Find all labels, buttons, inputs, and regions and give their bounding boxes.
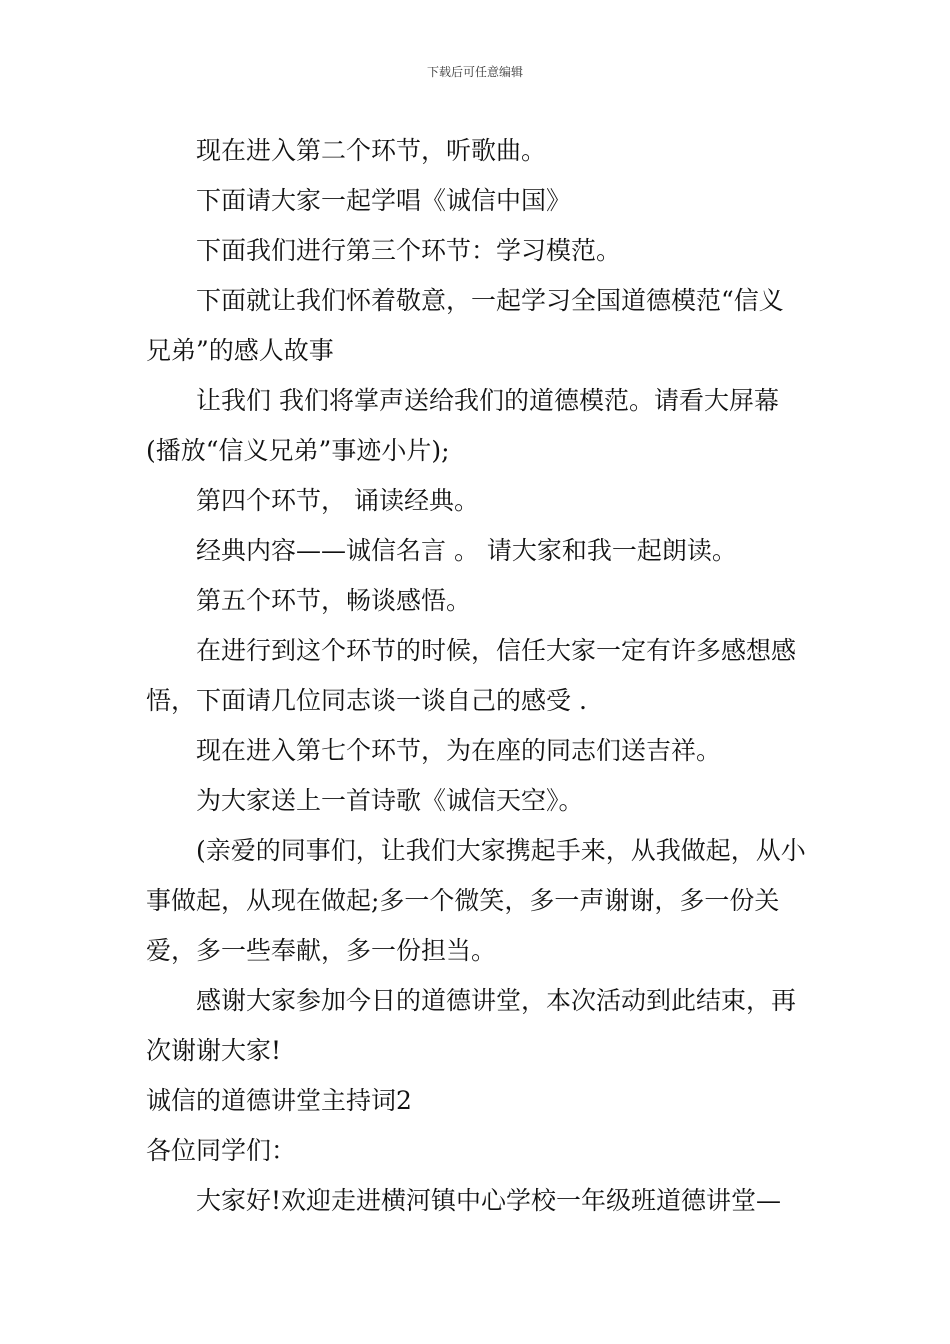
paragraph: 现在进入第二个环节，听歌曲。	[196, 136, 547, 165]
paragraph: 感谢大家参加今日的道德讲堂，本次活动到此结束，再次谢谢大家!	[146, 986, 797, 1065]
paragraph: 在进行到这个环节的时候，信任大家一定有许多感想感悟，下面请几位同志谈一谈自己的感受 .	[146, 636, 797, 715]
paragraph: 让我们 我们将掌声送给我们的道德模范。请看大屏幕(播放“信义兄弟”事迹小片);	[146, 386, 779, 465]
paragraph: 第四个环节， 诵读经典。	[196, 486, 479, 515]
paragraph: 大家好!欢迎走进横河镇中心学校一年级班道德讲堂—	[196, 1186, 782, 1215]
document-body	[146, 126, 806, 1226]
paragraph: 为大家送上一首诗歌《诚信天空》。	[196, 786, 584, 815]
paragraph: 下面请大家一起学唱《诚信中国》	[196, 186, 572, 215]
paragraph: 现在进入第七个环节，为在座的同志们送吉祥。	[196, 736, 722, 765]
paragraph: 第五个环节，畅谈感悟。	[196, 586, 472, 615]
paragraph: 下面就让我们怀着敬意，一起学习全国道德模范“信义兄弟”的感人故事	[146, 286, 784, 365]
salutation: 各位同学们：	[146, 1136, 297, 1165]
paragraph: 下面我们进行第三个环节：学习模范。	[196, 236, 622, 265]
section-heading: 诚信的道德讲堂主持词2	[146, 1086, 412, 1115]
paragraph: 经典内容——诚信名言 。 请大家和我一起朗读。	[196, 536, 737, 565]
page-header: 下载后可任意编辑	[426, 65, 523, 79]
paragraph: (亲爱的同事们，让我们大家携起手来，从我做起，从小事做起，从现在做起;多一个微笑，多一声谢谢，多一份关爱，多一些奉献，多一份担当。	[146, 836, 806, 965]
